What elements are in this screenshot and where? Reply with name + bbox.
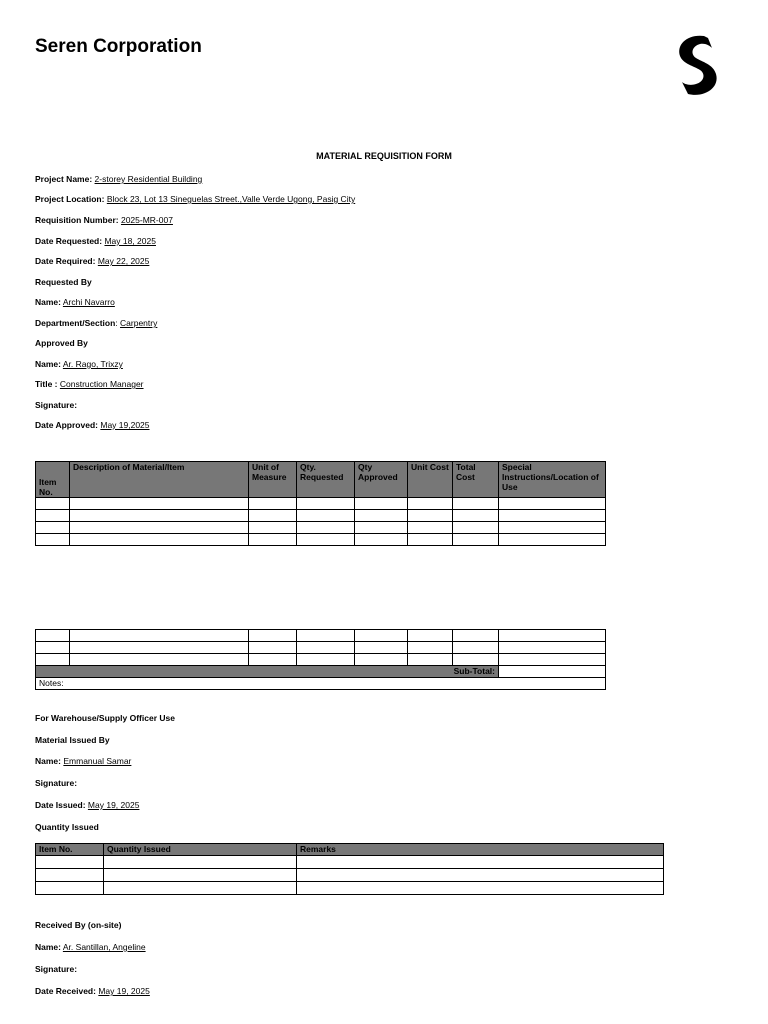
approved-by-heading [35, 338, 88, 348]
table-row [36, 642, 606, 654]
field-label: Name: [35, 942, 61, 952]
col-header-qty-approved: Qty Approved [355, 462, 408, 498]
date-received-line [35, 986, 150, 996]
field-value: Archi Navarro [62, 297, 115, 307]
receiver-name-line [35, 942, 146, 952]
issuer-name-line [35, 756, 131, 766]
col-header-qty-requested: Qty. Requested [297, 462, 355, 498]
field-label: Quantity Issued [35, 822, 99, 832]
col-header-description: Description of Material/Item [70, 462, 249, 498]
approver-signature-line [35, 400, 77, 410]
project-location-line [35, 194, 355, 204]
col-header-instructions: Special Instructions/Location of Use [499, 462, 606, 498]
table-row [36, 522, 606, 534]
notes-label[interactable]: Notes: [36, 678, 606, 690]
date-issued-line [35, 800, 139, 810]
requisition-number-line [35, 215, 173, 225]
subtotal-row [36, 666, 606, 678]
field-label: Date Approved: [35, 420, 98, 430]
material-table [35, 461, 606, 546]
field-label: Signature: [35, 400, 78, 410]
table-row [36, 856, 664, 869]
field-value: Ar. Rago, Trixzy [62, 359, 123, 369]
warehouse-heading [35, 713, 175, 723]
field-label: Project Name: [35, 174, 93, 184]
date-approved-line [35, 420, 150, 430]
col-header-total-cost: Total Cost [453, 462, 499, 498]
approver-title-line [35, 379, 144, 389]
field-label: Title : [35, 379, 58, 389]
field-value: Construction Manager [59, 379, 144, 389]
project-name-line [35, 174, 202, 184]
field-value: May 19, 2025 [98, 986, 150, 996]
subtotal-label: Sub-Total: [36, 666, 499, 678]
field-label: Requisition Number: [35, 215, 119, 225]
table-row [36, 882, 664, 895]
field-label: Date Issued: [35, 800, 86, 810]
field-label: Name: [35, 297, 61, 307]
field-label: Date Requested: [35, 236, 103, 246]
requester-name-line [35, 297, 115, 307]
table-row [36, 654, 606, 666]
field-value: May 19, 2025 [87, 800, 140, 810]
field-label: Date Required: [35, 256, 96, 266]
field-label: Signature: [35, 964, 78, 974]
form-title: MATERIAL REQUISITION FORM [316, 151, 452, 161]
field-value: Block 23, Lot 13 Sineguelas Street.,Valle Verde Ugong, Pasig City [106, 194, 356, 204]
field-value: Emmanual Samar [63, 756, 132, 766]
field-value: 2-storey Residential Building [94, 174, 203, 184]
field-label: Requested By [35, 277, 92, 287]
approver-name-line [35, 359, 123, 369]
date-requested-line [35, 236, 156, 246]
receiver-signature-line [35, 964, 77, 974]
quantity-issued-heading [35, 822, 99, 832]
table-row [36, 534, 606, 546]
company-name: Seren Corporation [35, 36, 202, 57]
table-row [36, 498, 606, 510]
field-value: May 19,2025 [100, 420, 150, 430]
col-header-item-no: Item No. [36, 462, 70, 498]
field-value: Ar. Santillan, Angeline [62, 942, 146, 952]
field-value: 2025-MR-007 [120, 215, 173, 225]
quantity-issued-table [35, 843, 664, 895]
field-label: For Warehouse/Supply Officer Use [35, 713, 175, 723]
date-required-line [35, 256, 149, 266]
field-label: Material Issued By [35, 735, 110, 745]
table-row [36, 869, 664, 882]
col-header-unit: Unit of Measure [249, 462, 297, 498]
company-logo [670, 32, 728, 102]
field-label: Name: [35, 359, 61, 369]
field-label: Name: [35, 756, 61, 766]
field-label: Department/Section [35, 318, 116, 328]
col-header-quantity-issued: Quantity Issued [104, 844, 297, 856]
field-value: Carpentry [120, 318, 158, 328]
notes-row [36, 678, 606, 690]
col-header-item-no: Item No. [36, 844, 104, 856]
field-value: May 22, 2025 [97, 256, 150, 266]
field-label: Received By (on-site) [35, 920, 122, 930]
department-line: Department/Section: Carpentry [35, 318, 158, 328]
received-by-heading [35, 920, 121, 930]
field-label: Signature: [35, 778, 78, 788]
col-header-unit-cost: Unit Cost [408, 462, 453, 498]
requested-by-heading [35, 277, 92, 287]
table-row [36, 630, 606, 642]
subtotal-value[interactable] [499, 666, 606, 678]
issuer-signature-line [35, 778, 77, 788]
material-table-continued [35, 629, 606, 690]
field-label: Approved By [35, 338, 88, 348]
table-row [36, 510, 606, 522]
field-label: Date Received: [35, 986, 96, 996]
field-value: May 18, 2025 [104, 236, 156, 246]
col-header-remarks: Remarks [297, 844, 664, 856]
material-issued-by-heading [35, 735, 110, 745]
field-label: Project Location: [35, 194, 105, 204]
